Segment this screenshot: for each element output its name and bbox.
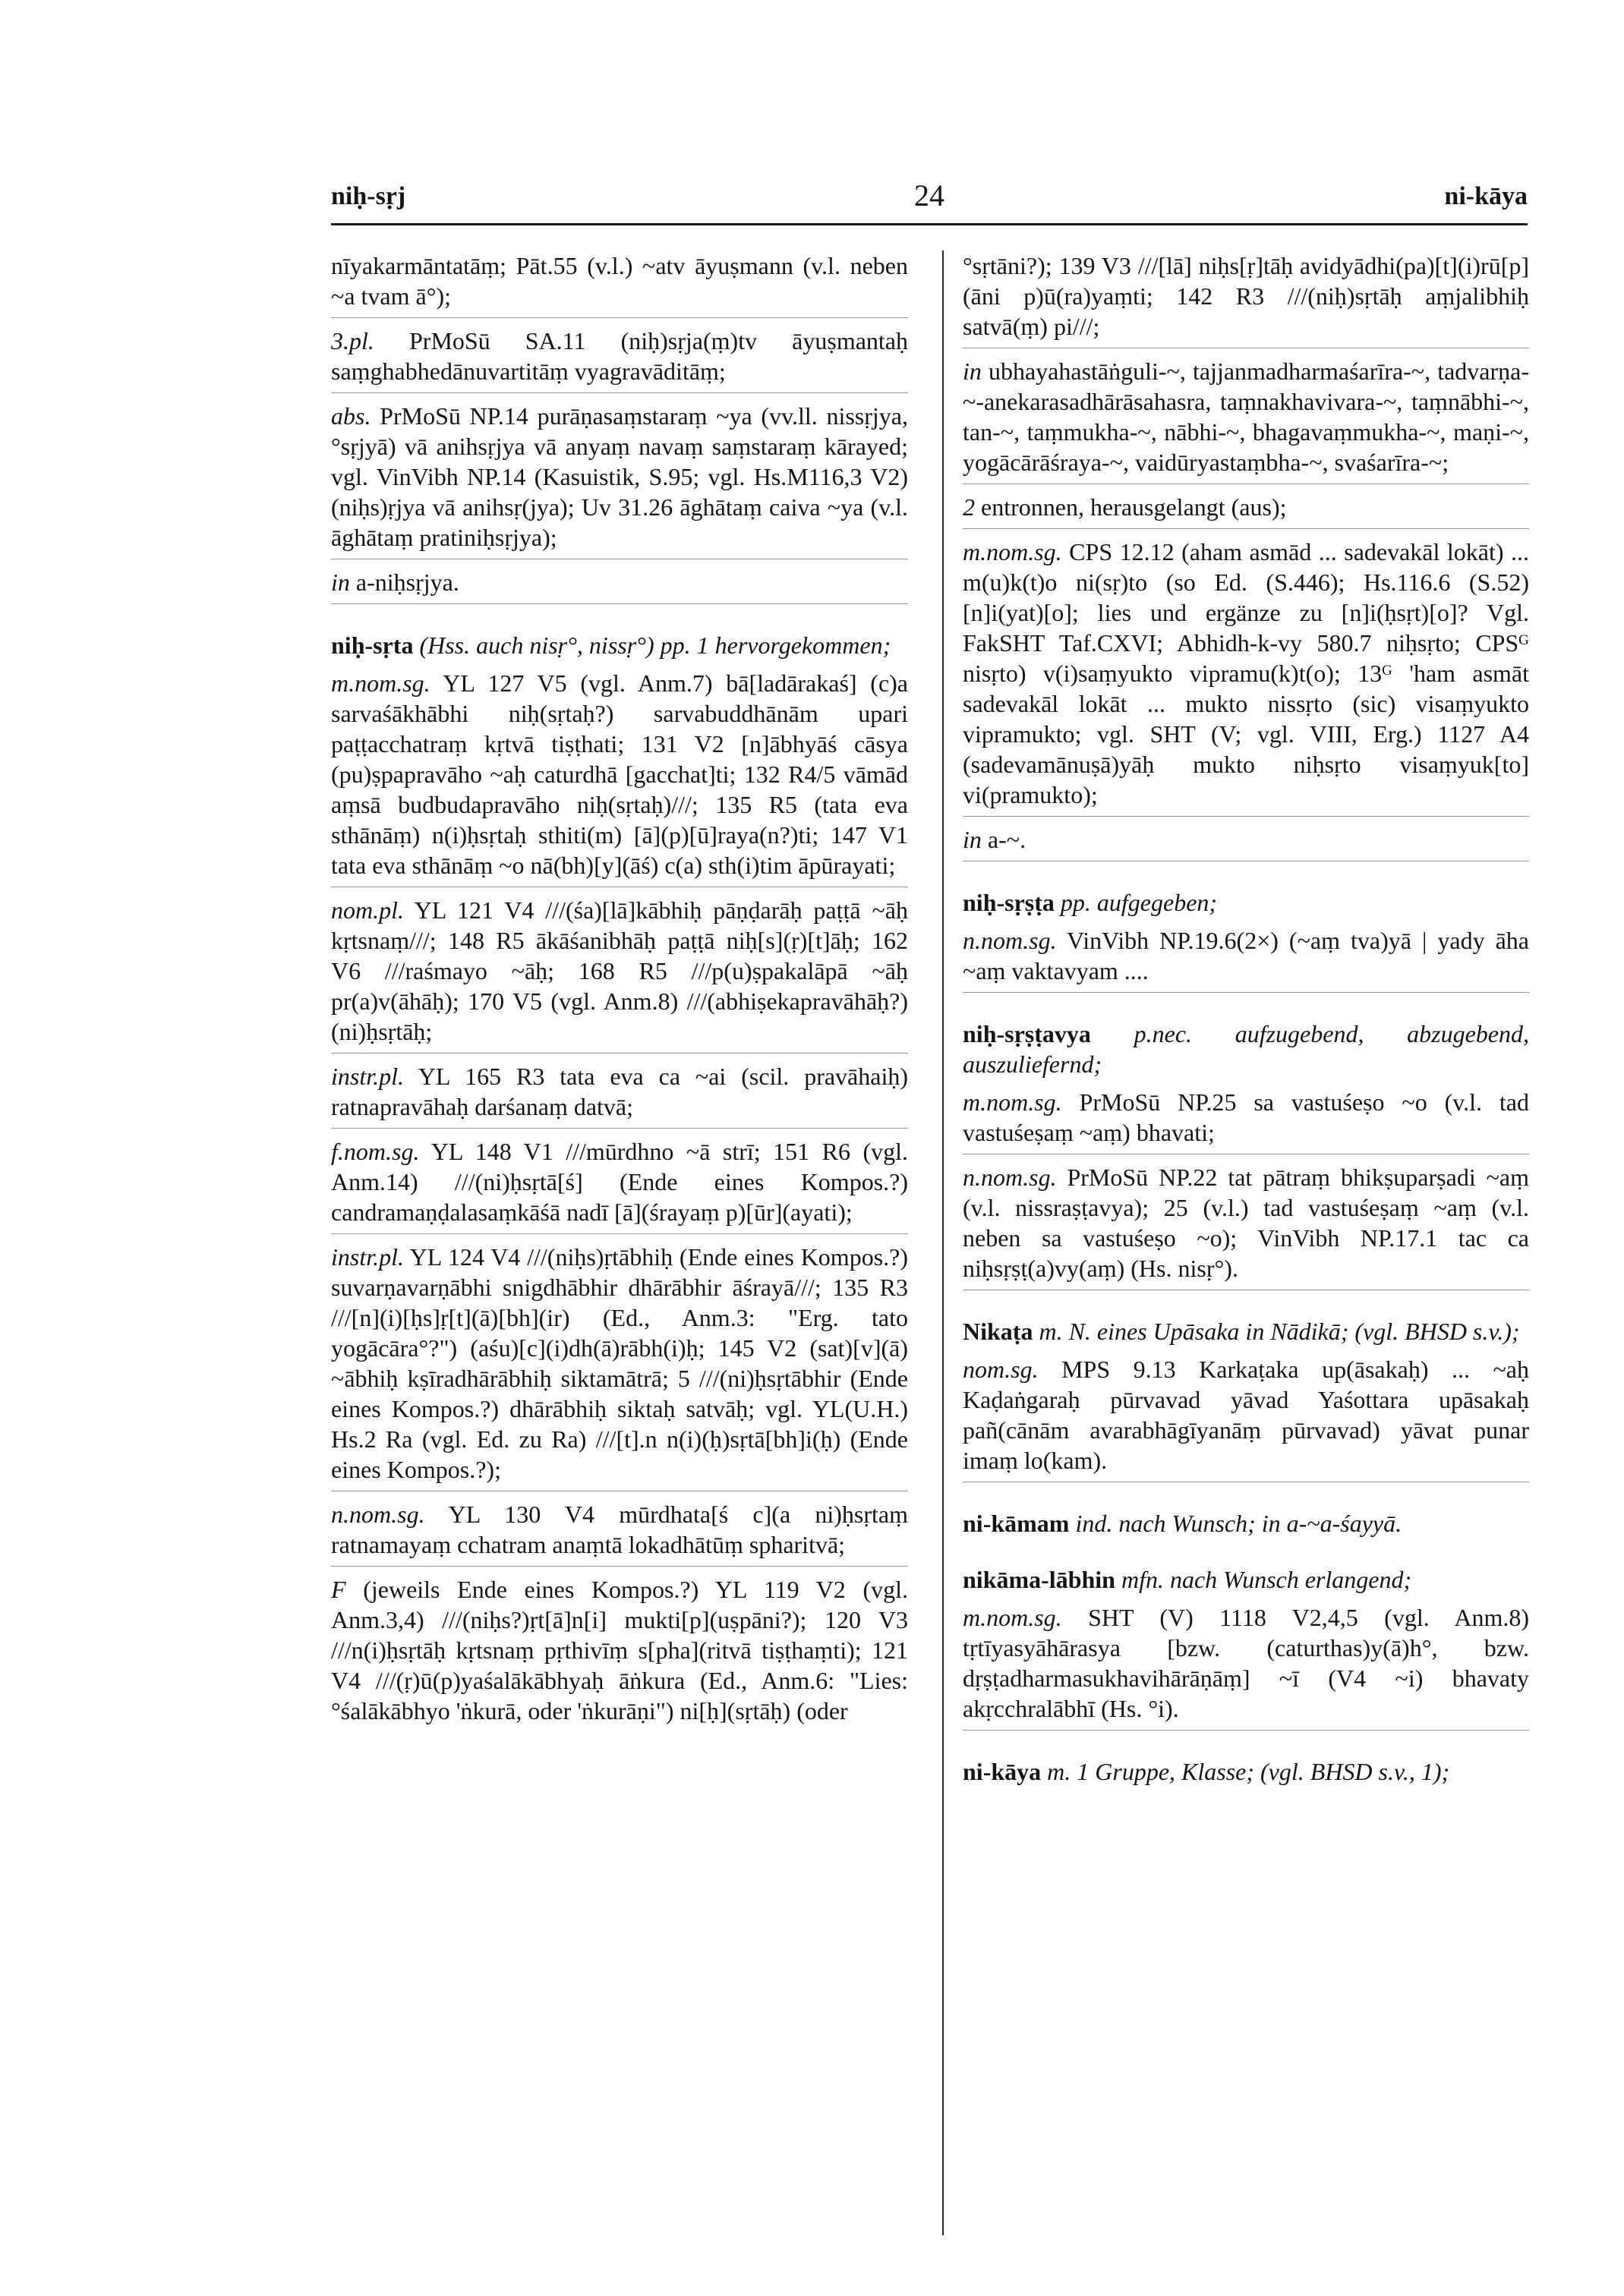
citation-text: YL 127 V5 (vgl. Anm.7) bā[ladārakaś] (c)a sarvaśākhābhi niḥ(sṛtaḥ?) sarvabuddhānām upari paṭṭacchatraṃ kṛtvā tiṣṭhati; 131 V2 [n]ābhyāś cāsya (pu)ṣpapravāho ~aḥ caturdhā [gacchat]ti; 132 R4/5 vāmād aṃsā budbudapravāho niḥ(sṛtaḥ)///; 135 R5 (tata eva sthānāṃ) n(i)ḥsṛtaḥ sthiti(m) [ā](p)[ū]raya(n?)ti; 147 V1 tata eva sthānāṃ ~o nā(bh)[y](āś) c(a) sth(i)tim āpūrayati; <box>331 669 908 879</box>
gloss: m. N. eines Upāsaka in Nādikā; (vgl. BHSD s.v.); <box>1039 1318 1520 1345</box>
headword: ni-kāmam <box>963 1510 1070 1537</box>
headword: ni-kāya <box>963 1758 1042 1785</box>
grammatical-label: m.nom.sg. <box>331 669 430 697</box>
citation-text: entronnen, herausgelangt (aus); <box>981 493 1287 521</box>
citation-block <box>963 492 1529 529</box>
citation-text: YL 130 V4 mūrdhata[ś c](a ni)ḥsṛtaṃ ratnamayaṃ cchatram anaṃtā lokadhātūṃ spharitvā; <box>331 1501 908 1558</box>
gloss: pp. aufgegeben; <box>1060 889 1218 916</box>
grammatical-label: n.nom.sg. <box>963 1164 1057 1191</box>
dictionary-entry-headword <box>963 1019 1529 1079</box>
citation-block <box>963 356 1529 484</box>
citation-text: nīyakarmāntatāṃ; Pāt.55 (v.l.) ~atv āyuṣmann (v.l. neben ~a tvam ā°); <box>331 252 908 310</box>
citation-block <box>331 1242 908 1491</box>
gloss: ind. nach Wunsch; in a-~a-śayyā. <box>1075 1510 1402 1537</box>
page-number: 24 <box>914 178 944 213</box>
grammatical-label: in <box>331 568 350 596</box>
grammatical-label: m.nom.sg. <box>963 1604 1062 1631</box>
citation-text: CPS 12.12 (aham asmād ... sadevakāl lokāt) ... m(u)k(t)o ni(sṛ)to (so Ed. (S.446); Hs.116.6 (S.52) [n]i(yat)[o]; lies und ergänze zu [n]i(ḥsṛt)[o]? Vgl. FakSHT Taf.CXVI; Abhidh-k-vy 580.7 niḥsṛto; CPSᴳ nisṛto) v(i)saṃyukto vipramu(k)t(o); 13ᴳ 'ham asmāt sadevakāl lokāt ... mukto nissṛto (sic) visaṃyukto vipramukto; vgl. SHT (V; vgl. VIII, Erg.) 1127 A4 (sadevamānuṣā)yāḥ mukto niḥsṛto visaṃyuk[to] vi(pramukto); <box>963 538 1530 808</box>
citation-text: PrMoSū SA.11 (niḥ)sṛja(ṃ)tv āyuṣmantaḥ saṃghabhedānuvartitāṃ vyagravāditāṃ; <box>331 327 909 385</box>
citation-text: a-niḥsṛjya. <box>355 568 459 596</box>
headword: nikāma-lābhin <box>963 1566 1115 1593</box>
grammatical-label: in <box>963 357 982 385</box>
grammatical-label: f.nom.sg. <box>331 1138 420 1165</box>
right-column <box>963 250 1529 1794</box>
citation-text: YL 148 V1 ///mūrdhno ~ā strī; 151 R6 (vgl. Anm.14) ///(ni)ḥsṛtā[ś] (Ende eines Kompos.?) candramaṇḍalasaṃkāśā nadī [ā](śrayaṃ p)[ūr](ayati); <box>331 1138 909 1226</box>
citation-block <box>963 537 1529 817</box>
citation-block <box>963 1162 1529 1290</box>
citation-block <box>963 925 1529 993</box>
dictionary-entry-headword <box>963 1316 1529 1346</box>
gloss: (Hss. auch nisṛ°, nissṛ°) pp. 1 hervorgekommen; <box>419 631 891 659</box>
grammatical-label: instr.pl. <box>331 1063 405 1090</box>
grammatical-label: instr.pl. <box>331 1243 405 1271</box>
citation-text: ubhayahastāṅguli-~, tajjanmadharmaśarīra-~, tadvarṇa-~-anekarasadhārāsahasra, taṃnakhavivara-~, taṃnābhi-~, tan-~, taṃmukha-~, nābhi-~, bhagavaṃmukha-~, maṇi-~, yogācārāśraya-~, vaidūryastaṃbha-~, svaśarīra-~; <box>963 357 1529 476</box>
citation-block <box>331 250 908 318</box>
dictionary-entry-headword <box>963 1756 1529 1787</box>
citation-text: SHT (V) 1118 V2,4,5 (vgl. Anm.8) tṛtīyasyāhārasya [bzw. (caturthas)y(ā)h°, bzw. dṛṣṭadharmasukhavihārāṇāṃ] ~ī (V4 ~i) bhavaty akṛcchralābhī (Hs. °i). <box>963 1604 1529 1722</box>
gloss: mfn. nach Wunsch erlangend; <box>1121 1566 1412 1593</box>
header-right-guideword: ni-kāya <box>1444 182 1528 210</box>
dictionary-entry-headword <box>963 887 1529 918</box>
grammatical-label: in <box>963 826 982 853</box>
citation-text: PrMoSū NP.14 purāṇasaṃstaraṃ ~ya (vv.ll. nissṛjya, °sṛjyā) vā anihsṛjya vā anyaṃ navaṃ saṃstaraṃ kārayed; vgl. VinVibh NP.14 (Kasuistik, S.95; vgl. Hs.M116,3 V2) (niḥs)ṛjya vā anihsṛ(jya); Uv 31.26 āghātaṃ caiva ~ya (v.l. āghātaṃ pratiniḥsṛjya); <box>331 402 909 551</box>
grammatical-label: abs. <box>331 402 371 430</box>
citation-text: °sṛtāni?); 139 V3 ///[lā] niḥs[ṛ]tāḥ avidyādhi(pa)[t](i)rū[p](āni p)ū(ra)yaṃti; 142 R3 ///(niḥ)sṛtāḥ aṃjalibhiḥ satvā(ṃ) pi///; <box>963 252 1529 340</box>
citation-block <box>963 1354 1529 1482</box>
citation-block <box>331 326 908 393</box>
grammatical-label: n.nom.sg. <box>331 1501 425 1528</box>
headword: niḥ-sṛṣṭa <box>963 889 1055 916</box>
citation-text: YL 124 V4 ///(niḥs)ṛtābhiḥ (Ende eines Kompos.?) suvarṇavarṇābhi snigdhābhir dhārābhir āśrayā///; 135 R3 ///[n](i)[ḥs]ṛ[t](ā)[bh](ir) (Ed., Anm.3: "Erg. tato yogācāra°?") (aśu)[c](i)dh(ā)rābh(i)ḥ; 145 V2 (sat)[v](ā) ~ābhiḥ kṣīradhārābhiḥ siktamātrā; 5 ///(ni)ḥsṛtābhir (Ende eines Kompos.?) dhārābhiḥ siktaḥ satvāḥ; vgl. YL(U.H.) Hs.2 Ra (vgl. Ed. zu Ra) ///[t].n n(i)(ḥ)sṛtā[bh]i(ḥ) (Ende eines Kompos.?); <box>331 1243 909 1483</box>
dictionary-entry-headword <box>331 630 908 660</box>
citation-text: PrMoSū NP.22 tat pātraṃ bhikṣuparṣadi ~aṃ (v.l. nissraṣṭavya); 25 (v.l.) tad vastuśeṣaṃ ~aṃ (v.l. neben sa vastuśeṣo ~o); VinVibh NP.17.1 tac ca niḥsṛṣṭ(a)vy(aṃ) (Hs. nisṛ°). <box>963 1164 1530 1282</box>
citation-block <box>331 1061 908 1129</box>
citation-text: PrMoSū NP.25 sa vastuśeṣo ~o (v.l. tad vastuśeṣaṃ ~aṃ) bhavati; <box>963 1088 1530 1146</box>
grammatical-label: nom.pl. <box>331 896 404 924</box>
citation-block <box>331 1136 908 1234</box>
grammatical-label: n.nom.sg. <box>963 927 1057 954</box>
grammatical-label: 2 <box>963 493 975 521</box>
citation-block <box>331 1574 908 1732</box>
column-divider <box>942 250 944 2235</box>
citation-text: MPS 9.13 Karkaṭaka up(āsakaḥ) ... ~aḥ Kaḍaṅgaraḥ pūrvavad yāvad Yaśottara upāsakaḥ pañ(cānām avarabhāgīyanāṃ pūrvavad) yāvat punar imaṃ lo(kam). <box>963 1356 1530 1474</box>
left-column <box>331 250 908 1740</box>
grammatical-label: m.nom.sg. <box>963 1088 1062 1116</box>
citation-block <box>331 895 908 1054</box>
citation-text: VinVibh NP.19.6(2×) (~aṃ tva)yā | yady āha ~aṃ vaktavyam .... <box>963 927 1529 984</box>
headword: niḥ-sṛta <box>331 631 414 659</box>
grammatical-label: 3.pl. <box>331 327 374 354</box>
citation-block <box>331 401 908 559</box>
headword: niḥ-sṛṣṭavya <box>963 1020 1091 1047</box>
citation-block <box>331 567 908 604</box>
citation-block <box>963 824 1529 861</box>
grammatical-label: F <box>331 1576 346 1603</box>
citation-text: a-~. <box>987 826 1026 853</box>
citation-text: YL 121 V4 ///(śa)[lā]kābhiḥ pāṇḍarāḥ paṭṭā ~āḥ kṛtsnaṃ///; 148 R5 ākāśanibhāḥ paṭṭā niḥ[s](ṛ)[t]āḥ; 162 V6 ///raśmayo ~āḥ; 168 R5 ///p(u)ṣpakalāpā ~āḥ pr(a)v(āhāḥ); 170 V5 (vgl. Anm.8) ///(abhiṣekapravāhāḥ?) (ni)ḥsṛtāḥ; <box>331 896 909 1045</box>
citation-text: YL 165 R3 tata eva ca ~ai (scil. pravāhaiḥ) ratnapravāhaḥ darśanaṃ datvā; <box>331 1063 909 1120</box>
dictionary-entry-headword <box>963 1564 1529 1595</box>
citation-text: (jeweils Ende eines Kompos.?) YL 119 V2 (vgl. Anm.3,4) ///(niḥs?)ṛt[ā]n[i] mukti[p](uṣpāni?); 120 V3 ///n(i)ḥsṛtāḥ kṛtsnaṃ pṛthivīṃ s[pha](ritvā tiṣṭhaṃti); 121 V4 ///(ṛ)ū(p)yaśalākābhyaḥ āṅkura (Ed., Anm.6: "Lies: °śalākābhyo 'ṅkurā, oder 'ṅkurāṇi") ni[ḥ](sṛtāḥ) (oder <box>331 1576 909 1724</box>
citation-block <box>963 250 1529 348</box>
grammatical-label: m.nom.sg. <box>963 538 1062 565</box>
headword: Nikaṭa <box>963 1318 1033 1345</box>
gloss: m. 1 Gruppe, Klasse; (vgl. BHSD s.v., 1); <box>1047 1758 1450 1785</box>
citation-block <box>331 1499 908 1567</box>
gloss: p.nec. aufzugebend, abzugebend, auszuliefernd; <box>963 1020 1530 1078</box>
header-left-guideword: niḥ-sṛj <box>331 182 406 210</box>
citation-block <box>963 1087 1529 1154</box>
running-header <box>331 178 1528 225</box>
dictionary-entry-headword <box>963 1508 1529 1539</box>
citation-block <box>331 668 908 887</box>
citation-block <box>963 1602 1529 1731</box>
grammatical-label: nom.sg. <box>963 1356 1039 1383</box>
